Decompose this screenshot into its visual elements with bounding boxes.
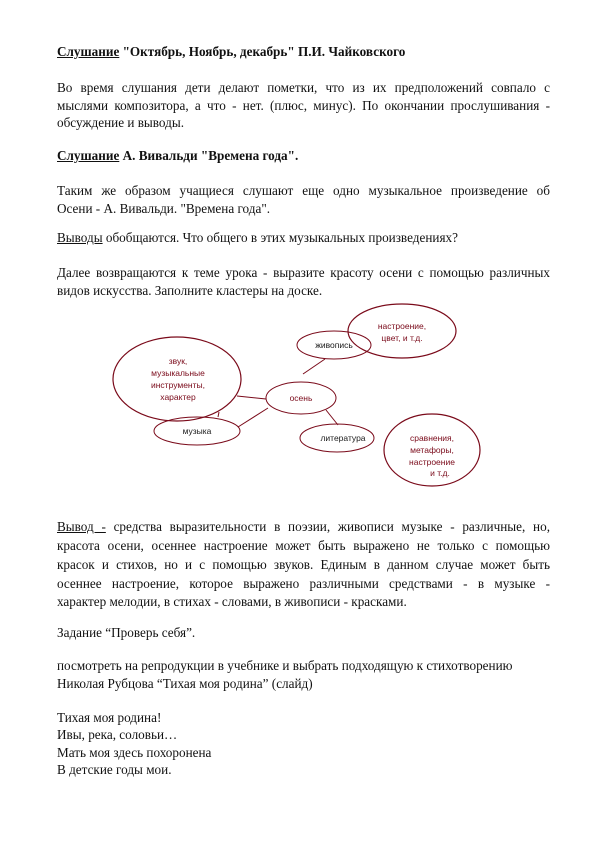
music-detail-line3: инструменты, (150, 380, 206, 390)
literature-detail-line2: метафоры, (410, 445, 454, 455)
para4-line1: Далее возвращаются к теме урока - выразите красоту осени с помощью различных (57, 265, 550, 280)
conclusion-line1 (57, 518, 550, 535)
poem-line3: Мать моя здесь похоронена (57, 745, 212, 760)
connector-painting (303, 359, 325, 374)
music-detail-line1: звук, (168, 356, 188, 366)
conclusion-line2: красота осени, осеннее настроение может быть выражено не только с помощью (57, 538, 550, 553)
music-detail-line4: характер (160, 392, 196, 402)
literature-detail-line1: сравнения, (409, 433, 455, 443)
painting-label: живопись (315, 340, 353, 350)
music-label: музыка (182, 426, 212, 436)
poem-line4: В детские годы мои. (57, 762, 172, 777)
conclusion-line5: характер мелодии, в стихах - словами, в живописи - красками. (57, 594, 407, 609)
painting-detail-bubble (348, 304, 456, 358)
task-title: Задание “Проверь себя”. (57, 625, 196, 640)
connector-music (218, 412, 219, 417)
conclusion-line4: осеннее настроение, которое выражено различными средствами - в музыке - (57, 576, 550, 591)
connector-literature (326, 410, 338, 425)
task-line1: посмотреть на репродукции в учебнике и выбрать подходящую к стихотворению (57, 658, 513, 673)
para2-line1: Таким же образом учащиеся слушают еще одно музыкальное произведение об (57, 183, 550, 198)
task-line2: Николая Рубцова “Тихая моя родина” (слайд) (57, 676, 313, 691)
center-label: осень (289, 393, 313, 403)
painting-detail-line1: настроение, (377, 321, 427, 331)
poem-line2: Ивы, река, соловьи… (57, 727, 178, 742)
para3-rest: обобщаются. Что общего в этих музыкальных произведениях? (102, 230, 458, 245)
literature-detail-line4: и т.д. (430, 468, 450, 478)
music-detail-line2: музыкальные (151, 368, 205, 378)
literature-label: литература (320, 433, 366, 443)
heading-tchaikovsky-underlined: Слушание (57, 44, 120, 59)
conclusion-line1-text: средства выразительности в поэзии, живописи музыке - различные, но, (105, 519, 550, 534)
heading-vivaldi-rest: А. Вивальди "Времена года". (119, 148, 299, 163)
para1-line1: Во время слушания дети делают пометки, что из их предположений совпало с (57, 80, 550, 95)
literature-detail-line3: настроение (409, 457, 455, 467)
para1-line2: мыслями композитора, а что - нет. (плюс, минус). По окончании прослушивания - (57, 98, 550, 113)
conclusion-underlined: Вывод - (57, 519, 106, 534)
music-detail-bubble (113, 337, 241, 421)
para1-line3: обсуждение и выводы. (57, 115, 184, 130)
heading-vivaldi-underlined: Слушание (57, 148, 120, 163)
painting-detail-line2: цвет, и т.д. (381, 333, 423, 343)
para2-line2: Осени - А. Вивальди. "Времена года". (57, 201, 271, 216)
poem-line1: Тихая моя родина! (57, 710, 162, 725)
connector-center-music (238, 408, 268, 427)
para4-line2: видов искусства. Заполните кластеры на доске. (57, 283, 323, 298)
conclusion-line3: красок и стихов, но и с помощью звуков. Единым в данном случае может быть (57, 557, 550, 572)
heading-tchaikovsky-rest: "Октябрь, Ноябрь, декабрь" П.И. Чайковского (119, 44, 406, 59)
para3-underlined: Выводы (57, 230, 103, 245)
connector-music-detail (237, 396, 266, 399)
